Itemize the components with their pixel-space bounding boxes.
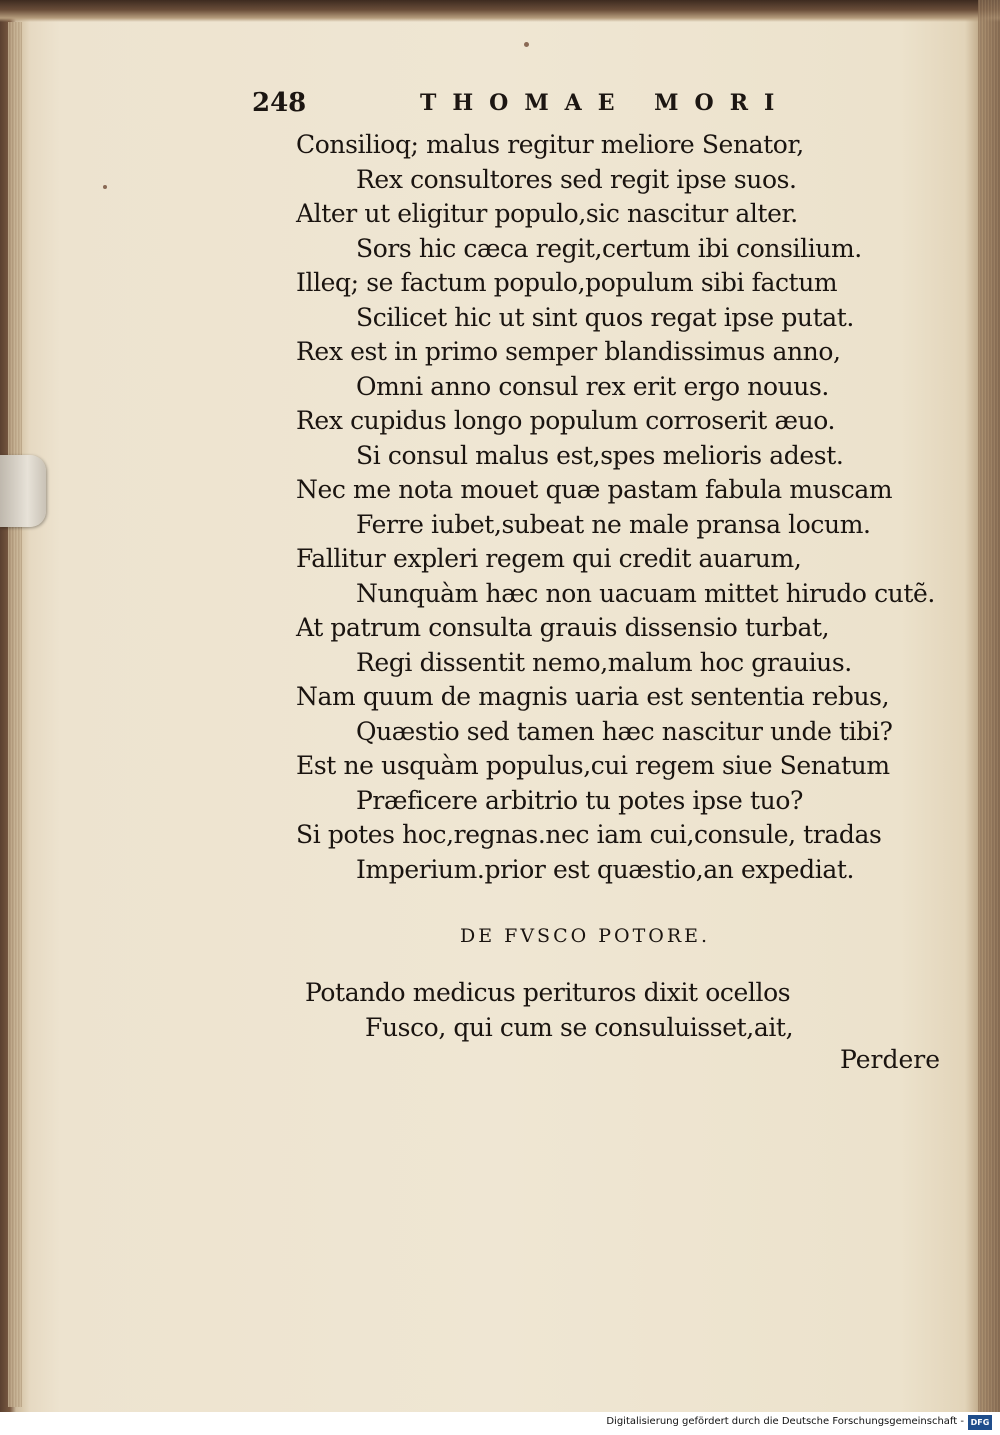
verse-line: Imperium.prior est quæstio,an expediat. [356,854,855,884]
verse-line: Scilicet hic ut sint quos regat ipse putat. [356,302,854,332]
verse-line: Rex consultores sed regit ipse suos. [356,164,797,194]
page-header [252,88,832,124]
verse-line: Potando medicus perituros dixit ocellos [305,978,791,1007]
verse-line: Alter ut eligitur populo,sic nascitur alter. [296,199,798,228]
verse-line: Nam quum de magnis uaria est sententia rebus, [296,682,890,711]
verse-line: Omni anno consul rex erit ergo nouus. [356,371,829,401]
verse-line: Rex est in primo semper blandissimus anno, [296,337,841,366]
verse-line: Consilioq; malus regitur meliore Senator, [296,130,804,159]
verse-line: Si consul malus est,spes melioris adest. [356,440,844,470]
ink-spot [103,185,107,189]
running-head: THOMAE MORI [420,90,791,116]
verse-line: Rex cupidus longo populum corroserit æuo. [296,406,836,435]
verse-line: Illeq; se factum populo,populum sibi factum [296,268,838,297]
verse-line: Quæstio sed tamen hæc nascitur unde tibi? [356,716,893,746]
dfg-logo-icon: DFG [968,1415,992,1430]
verse-line: Ferre iubet,subeat ne male pransa locum. [356,509,871,539]
book-top-edge [0,0,1000,22]
verse-line: Nec me nota mouet quæ pastam fabula muscam [296,475,893,504]
poem-body [296,128,935,887]
section-title: DE FVSCO POTORE. [460,925,711,947]
ink-spot [524,42,529,47]
footer-credit: Digitalisierung gefördert durch die Deutsche Forschungsgemeinschaft - [606,1416,964,1427]
verse-line: Si potes hoc,regnas.nec iam cui,consule, tradas [296,820,882,849]
page-clip [0,455,46,527]
verse-line: Sors hic cæca regit,certum ibi consilium. [356,233,862,263]
verse-line: Fallitur expleri regem qui credit auarum, [296,544,802,573]
poem-body-2 [305,976,865,1045]
verse-line: Fusco, qui cum se consuluisset,ait, [365,1012,794,1042]
page-number: 248 [252,88,307,118]
verse-line: Nunquàm hæc non uacuam mittet hirudo cutẽ. [356,578,935,608]
verse-line: Regi dissentit nemo,malum hoc grauius. [356,647,852,677]
verse-line: Est ne usquàm populus,cui regem siue Senatum [296,751,890,780]
verse-line: Præficere arbitrio tu potes ipse tuo? [356,785,803,815]
catchword: Perdere [840,1045,940,1074]
verse-line: At patrum consulta grauis dissensio turbat, [296,613,830,642]
page-edges-right [978,0,1000,1412]
digitization-footer [0,1412,1000,1435]
page-edges-left [8,22,22,1407]
